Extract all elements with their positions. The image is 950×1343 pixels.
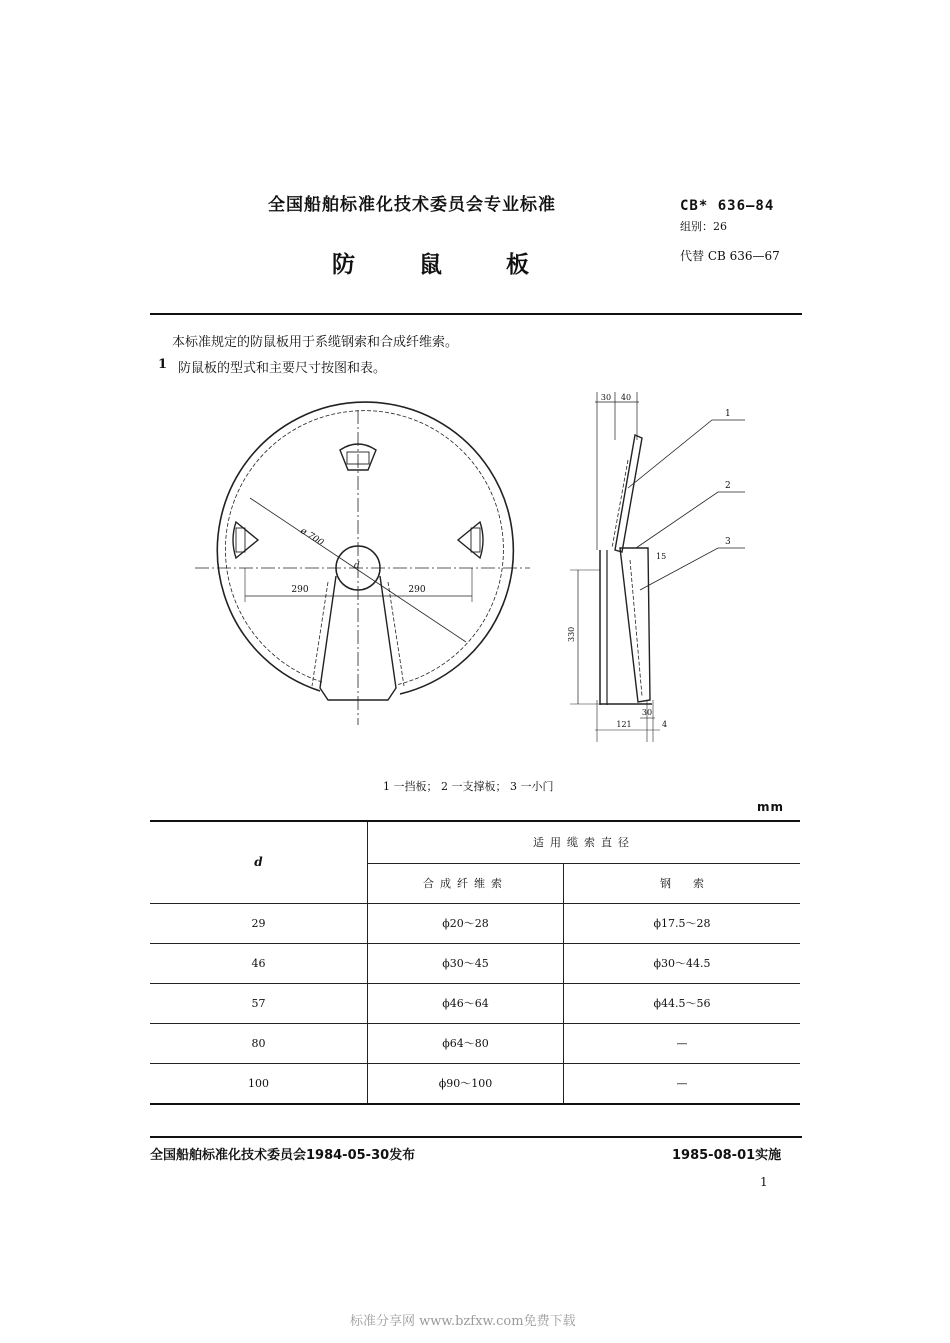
table-row — [150, 1063, 800, 1104]
table-row — [150, 1023, 800, 1063]
watermark-text: 标准分享网 www.bzfxw.com免费下载 — [350, 1314, 576, 1329]
unit-label: mm — [757, 800, 785, 814]
diameter-label: ø 700 — [298, 526, 326, 549]
dim-4: 4 — [662, 720, 668, 729]
cell-steel: ϕ44.5～56 — [564, 983, 801, 1023]
group-number: 组别：26 — [680, 220, 727, 233]
figure-legend: 1 一挡板； 2 一支撑板； 3 一小门 — [383, 780, 554, 793]
issue-date: 全国船舶标准化技术委员会1984-05-30发布 — [150, 1148, 416, 1163]
table-row — [150, 903, 800, 943]
col-synthetic-header: 合成纤维索 — [368, 863, 564, 903]
callout-1: 1 — [725, 409, 731, 419]
cell-d: 57 — [150, 983, 368, 1023]
dim-121: 121 — [616, 720, 632, 729]
committee-title: 全国船舶标准化技术委员会专业标准 — [268, 195, 556, 215]
col-d-header: d — [150, 821, 368, 903]
intro-paragraph: 本标准规定的防鼠板用于系缆钢索和合成纤维索。 — [172, 335, 459, 350]
table-row — [150, 943, 800, 983]
group-header: 适用缆索直径 — [368, 821, 801, 863]
clause-number: 1 — [158, 357, 168, 372]
cell-d: 80 — [150, 1023, 368, 1063]
cell-steel: — — [564, 1023, 801, 1063]
cell-synthetic: ϕ30～45 — [368, 943, 564, 983]
table-row — [150, 983, 800, 1023]
document-title: 防 鼠 板 — [332, 252, 558, 278]
clause-text: 防鼠板的型式和主要尺寸按图和表。 — [178, 361, 387, 376]
left-dim-label: 290 — [291, 585, 309, 595]
front-view — [195, 402, 530, 725]
cell-steel: — — [564, 1063, 801, 1104]
handle-left — [233, 522, 258, 558]
d-label: d — [354, 561, 360, 571]
side-view — [567, 392, 745, 742]
standard-code: CB* 636—84 — [680, 198, 775, 214]
effective-date: 1985-08-01实施 — [672, 1148, 782, 1163]
cell-d: 46 — [150, 943, 368, 983]
cell-synthetic: ϕ64～80 — [368, 1023, 564, 1063]
table-header-row — [150, 821, 800, 863]
dimensions-table — [150, 820, 800, 1105]
dim-40-top: 40 — [620, 393, 632, 402]
col-steel-header: 钢 索 — [564, 863, 801, 903]
cell-d: 100 — [150, 1063, 368, 1104]
dim-30-top: 30 — [600, 393, 612, 402]
dim-30-bottom: 30 — [641, 708, 653, 717]
cell-steel: ϕ17.5～28 — [564, 903, 801, 943]
cell-synthetic: ϕ20～28 — [368, 903, 564, 943]
replaces-standard: 代替 CB 636—67 — [680, 249, 780, 263]
page-number: 1 — [760, 1175, 768, 1189]
dim-330: 330 — [567, 626, 576, 642]
cell-synthetic: ϕ90～100 — [368, 1063, 564, 1104]
handle-right — [458, 522, 483, 558]
cell-steel: ϕ30～44.5 — [564, 943, 801, 983]
footer-rule — [150, 1136, 802, 1138]
header-rule — [150, 313, 802, 315]
right-dim-label: 290 — [408, 585, 426, 595]
cell-d: 29 — [150, 903, 368, 943]
dim-15: 15 — [656, 552, 667, 561]
callout-2: 2 — [725, 481, 731, 491]
callout-3: 3 — [725, 537, 731, 547]
cell-synthetic: ϕ46～64 — [368, 983, 564, 1023]
rat-guard-drawing — [150, 380, 800, 770]
